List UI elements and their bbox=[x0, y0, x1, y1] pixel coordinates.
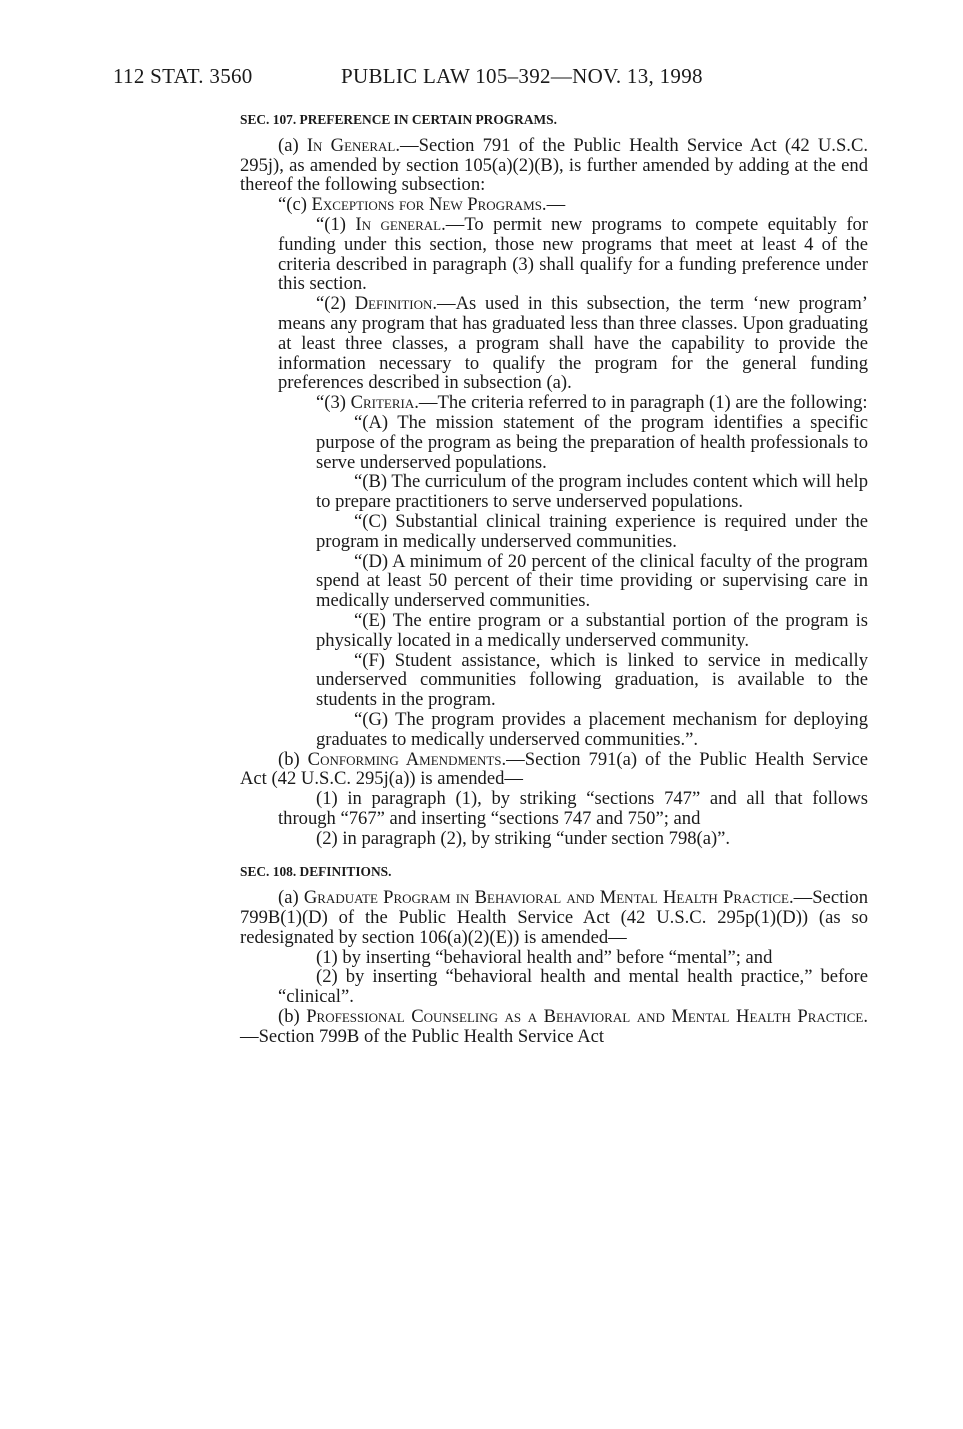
paragraph: “(c) Exceptions for New Programs.— bbox=[278, 194, 566, 216]
paragraph: (b) Conforming Amendments.—Section 791(a) of the Public Health Service Act (42 U.S.C. 295j(a)) is amended— bbox=[240, 748, 868, 790]
paragraph: “(E) The entire program or a substantial portion of the program is physically located in a medically underserved community. bbox=[316, 609, 868, 651]
document-body bbox=[240, 110, 868, 1047]
paragraph: (b) Professional Counseling as a Behavioral and Mental Health Practice.—Section 799B of the Public Health Service Act bbox=[240, 1006, 868, 1047]
paragraph: (1) by inserting “behavioral health and” before “mental”; and bbox=[316, 946, 773, 968]
paragraph: “(G) The program provides a placement mechanism for deploying graduates to medically underserved communities.”. bbox=[316, 708, 868, 750]
section-heading: SEC. 107. PREFERENCE IN CERTAIN PROGRAMS. bbox=[240, 112, 557, 127]
paragraph: “(C) Substantial clinical training experience is required under the program in medically underserved communities. bbox=[316, 510, 868, 552]
paragraph: “(A) The mission statement of the program identifies a specific purpose of the program as being the preparation of health professionals to serve underserved populations. bbox=[316, 411, 868, 473]
paragraph: (2) in paragraph (2), by striking “under section 798(a)”. bbox=[316, 827, 731, 849]
paragraph: “(B) The curriculum of the program includes content which will help to prepare practitioners to serve underserved populations. bbox=[316, 471, 868, 513]
paragraph: “(1) In general.—To permit new programs to compete equitably for funding under this section, those new programs that meet at least 4 of the criteria described in paragraph (3) shall qualify for a funding preference under this section. bbox=[278, 213, 868, 295]
page-citation: 112 STAT. 3560 bbox=[113, 64, 253, 88]
paragraph: “(D) A minimum of 20 percent of the clinical faculty of the program spend at least 50 percent of their time providing or supervising care in medically underserved communities. bbox=[316, 550, 868, 612]
paragraph: (a) Graduate Program in Behavioral and Mental Health Practice.—Section 799B(1)(D) of the Public Health Service Act (42 U.S.C. 295p(1)(D)) (as so redesignated by section 106(a)(2)(E)) is amended— bbox=[240, 887, 868, 948]
paragraph: (2) by inserting “behavioral health and mental health practice,” before “clinical”. bbox=[278, 966, 868, 1008]
paragraph: “(2) Definition.—As used in this subsection, the term ‘new program’ means any program that has graduated less than three classes. Upon graduating at least three classes, a program shall have the capability to provide the information necessary to qualify the program for the general funding preferences described in subsection (a). bbox=[278, 293, 868, 394]
section-heading: SEC. 108. DEFINITIONS. bbox=[240, 864, 392, 880]
paragraph: “(F) Student assistance, which is linked to service in medically underserved communities following graduation, is available to the students in the program. bbox=[316, 649, 868, 711]
running-header bbox=[113, 64, 873, 89]
paragraph: (a) In General.—Section 791 of the Public Health Service Act (42 U.S.C. 295j), as amended by section 105(a)(2)(B), is further amended by adding at the end thereof the following subsection: bbox=[240, 134, 868, 196]
paragraph: “(3) Criteria.—The criteria referred to in paragraph (1) are the following: bbox=[316, 392, 868, 414]
law-citation: PUBLIC LAW 105–392—NOV. 13, 1998 bbox=[341, 64, 703, 88]
paragraph: (1) in paragraph (1), by striking “sections 747” and all that follows through “767” and inserting “sections 747 and 750”; and bbox=[278, 788, 868, 829]
